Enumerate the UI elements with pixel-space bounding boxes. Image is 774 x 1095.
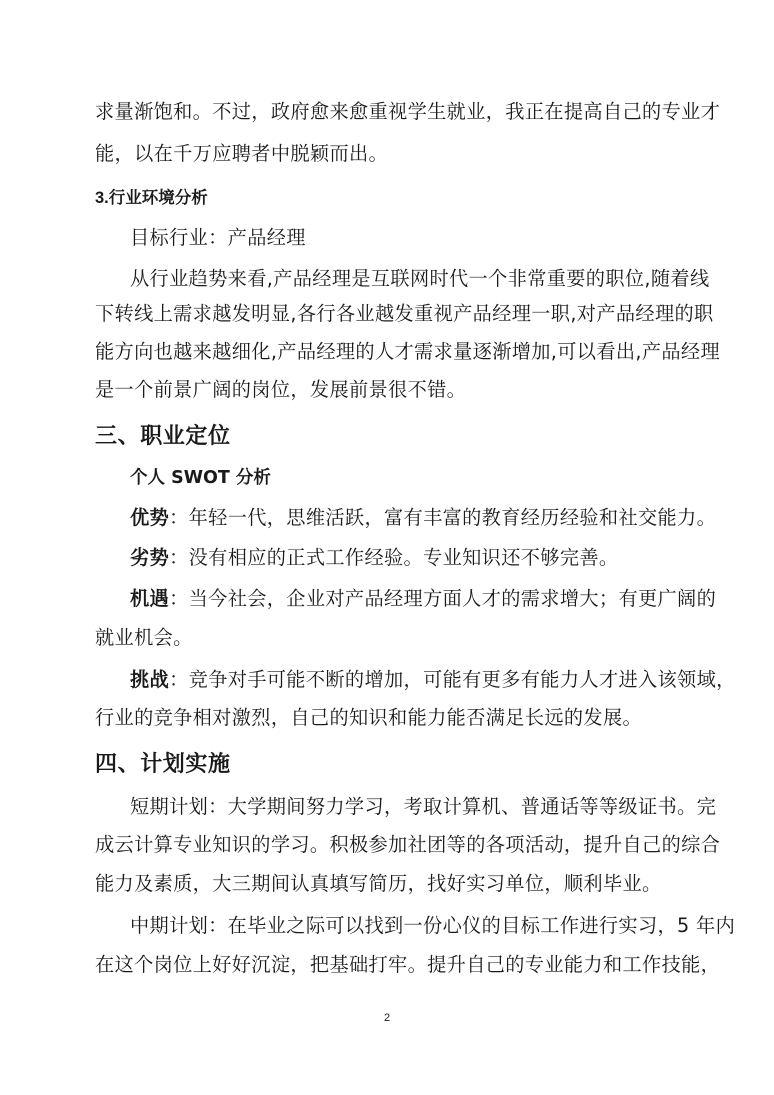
swot-title: 个人 SWOT 分析: [130, 468, 271, 488]
swot-opportunity: [130, 587, 717, 611]
section-heading-industry: 3.行业环境分析: [95, 189, 208, 207]
section-heading-positioning: 三、职业定位: [95, 424, 231, 449]
section-heading-plan: 四、计划实施: [95, 752, 231, 777]
weakness-text: ：没有相应的正式工作经验。专业知识还不够完善。: [169, 546, 619, 569]
target-industry-line: 目标行业：产品经理: [130, 226, 306, 249]
paragraph-line: 能，以在千万应聘者中脱颖而出。: [95, 142, 389, 165]
paragraph-line: 下转线上需求越发明显,各行各业越发重视产品经理一职,对产品经理的职: [95, 302, 714, 325]
strength-label: 优势: [130, 506, 170, 529]
paragraph-line: 就业机会。: [95, 626, 193, 649]
paragraph-line: 行业的竞争相对激烈，自己的知识和能力能否满足长远的发展。: [95, 706, 643, 729]
opportunity-text: ：当今社会，企业对产品经理方面人才的需求增大；有更广阔的: [169, 587, 717, 610]
paragraph-line: 成云计算专业知识的学习。积极参加社团等的各项活动，提升自己的综合: [95, 833, 721, 856]
threat-text: ：竞争对手可能不断的增加，可能有更多有能力人才进入该领域，: [169, 668, 736, 691]
paragraph-line: 短期计划：大学期间努力学习，考取计算机、普通话等等级证书。完: [130, 795, 717, 818]
paragraph-line: 在这个岗位上好好沉淀，把基础打牢。提升自己的专业能力和工作技能，: [95, 953, 721, 976]
opportunity-label: 机遇: [130, 587, 170, 610]
paragraph-line: 能方向也越来越细化,产品经理的人才需求量逐渐增加,可以看出,产品经理: [95, 340, 721, 363]
paragraph-line: 求量渐饱和。不过，政府愈来愈重视学生就业，我正在提高自己的专业才: [95, 100, 721, 123]
paragraph-line: 是一个前景广阔的岗位，发展前景很不错。: [95, 378, 467, 401]
paragraph-line: 能力及素质，大三期间认真填写简历，找好实习单位，顺利毕业。: [95, 872, 662, 895]
paragraph-line: 从行业趋势来看,产品经理是互联网时代一个非常重要的职位,随着线: [130, 267, 710, 290]
page-number: 2: [383, 1012, 391, 1024]
threat-label: 挑战: [130, 668, 170, 691]
swot-strength: [130, 506, 717, 530]
swot-weakness: [130, 546, 695, 570]
paragraph-line: 中期计划：在毕业之际可以找到一份心仪的目标工作进行实习，5 年内: [130, 914, 736, 937]
strength-text: ：年轻一代，思维活跃，富有丰富的教育经历经验和社交能力。: [169, 506, 717, 529]
weakness-label: 劣势: [130, 546, 170, 569]
swot-threat: [130, 668, 736, 692]
